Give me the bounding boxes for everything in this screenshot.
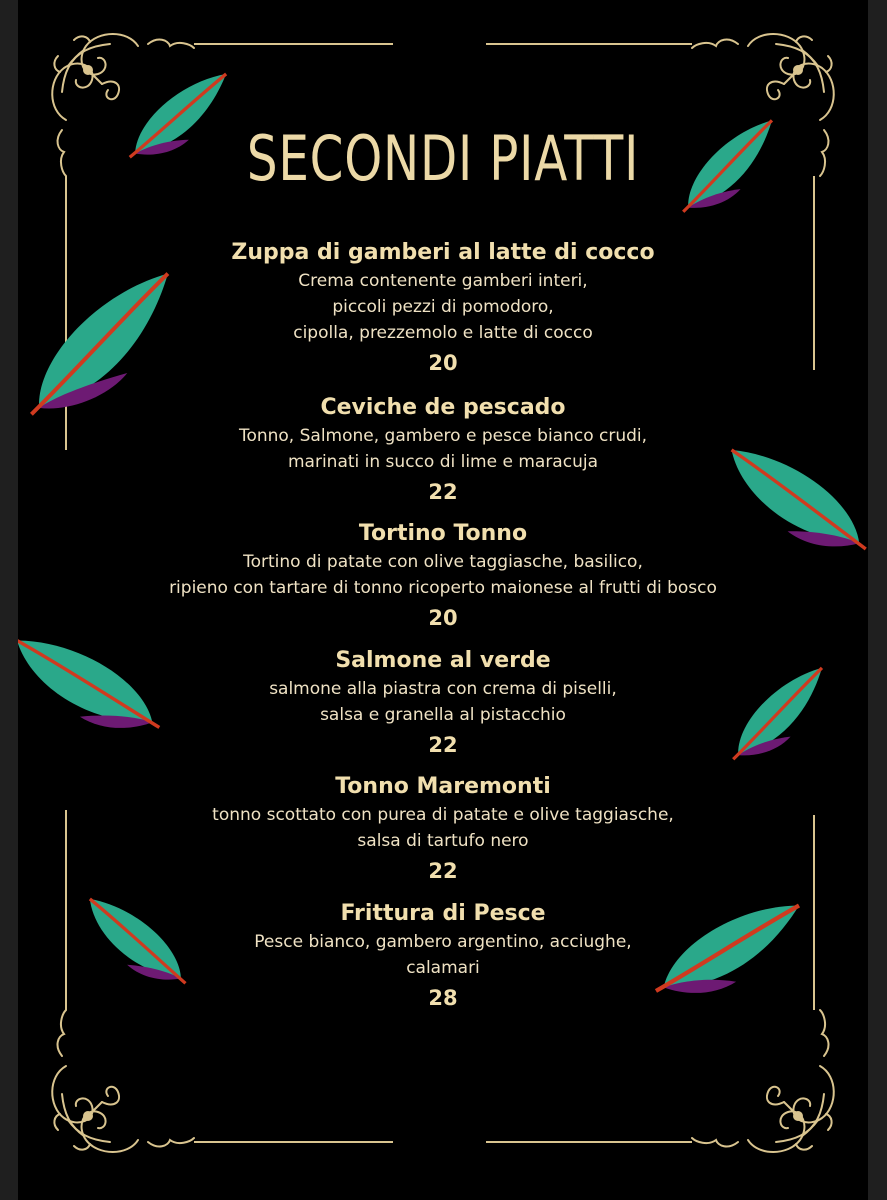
dish-description-line: salmone alla piastra con crema di piselli, xyxy=(269,679,617,699)
dish-price: 20 xyxy=(428,606,458,630)
menu-item xyxy=(18,238,868,378)
dish-description-line: cipolla, prezzemolo e latte di cocco xyxy=(293,323,593,343)
dish-name: Tonno Maremonti xyxy=(335,774,551,799)
dish-description-line: Tonno, Salmone, gambero e pesce bianco crudi, xyxy=(238,426,648,446)
menu-item xyxy=(18,519,868,633)
dish-price: 22 xyxy=(428,859,458,883)
dish-description-line: calamari xyxy=(406,958,480,978)
menu-card xyxy=(18,0,868,1200)
menu-item xyxy=(18,899,868,1013)
dish-name: Frittura di Pesce xyxy=(340,901,546,926)
dish-description-line: ripieno con tartare di tonno ricoperto maionese al frutti di bosco xyxy=(169,578,717,598)
dish-name: Ceviche de pescado xyxy=(320,395,566,420)
dish-description-line: salsa e granella al pistacchio xyxy=(320,705,566,725)
dish-price: 22 xyxy=(428,480,458,504)
dish-name: Zuppa di gamberi al latte di cocco xyxy=(231,240,655,265)
dish-price: 22 xyxy=(428,733,458,757)
menu-item xyxy=(18,393,868,507)
menu-title: SECONDI PIATTI xyxy=(246,121,640,195)
dish-price: 28 xyxy=(428,986,458,1010)
menu-item xyxy=(18,772,868,886)
dish-description-line: salsa di tartufo nero xyxy=(357,831,529,851)
dish-price: 20 xyxy=(428,351,458,375)
dish-description-line: Crema contenente gamberi interi, xyxy=(298,271,588,291)
dish-name: Salmone al verde xyxy=(335,648,551,673)
dish-description-line: Tortino di patate con olive taggiasche, basilico, xyxy=(243,552,643,572)
dish-description-line: marinati in succo di lime e maracuja xyxy=(287,452,598,472)
dish-description-line: piccoli pezzi di pomodoro, xyxy=(332,297,554,317)
dish-name: Tortino Tonno xyxy=(358,521,528,546)
dish-description-line: tonno scottato con purea di patate e olive taggiasche, xyxy=(212,805,674,825)
dish-description-line: Pesce bianco, gambero argentino, acciughe, xyxy=(254,932,632,952)
menu-item xyxy=(18,646,868,760)
